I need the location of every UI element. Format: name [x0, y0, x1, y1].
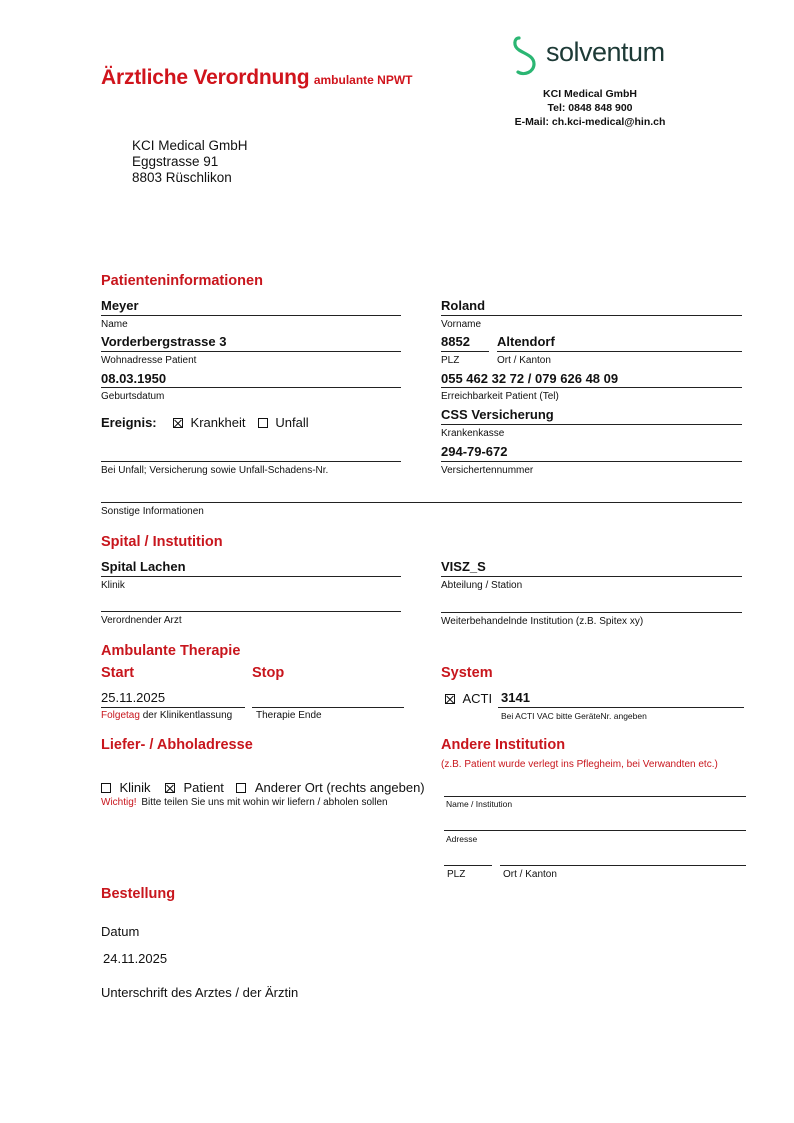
order-date-value[interactable]: 24.11.2025 — [103, 951, 168, 966]
patient-firstname-value[interactable]: Roland — [441, 298, 486, 313]
patient-firstname-label: Vorname — [441, 319, 482, 330]
field-line — [444, 830, 746, 831]
other-institution-plz-label: PLZ — [447, 869, 466, 880]
patient-phone-label: Erreichbarkeit Patient (Tel) — [441, 391, 559, 402]
field-line — [441, 351, 489, 352]
field-line — [101, 351, 401, 352]
section-title-therapy: Ambulante Therapie — [101, 643, 241, 659]
checkbox-unfall[interactable] — [258, 418, 268, 428]
therapy-end-label: Therapie Ende — [256, 710, 322, 721]
field-line — [101, 576, 401, 577]
field-line — [101, 502, 742, 503]
other-institution-name-label: Name / Institution — [446, 799, 513, 809]
other-info-label: Sonstige Informationen — [101, 506, 204, 517]
signature-label: Unterschrift des Arztes / der Ärztin — [101, 985, 299, 1000]
option-patient: Patient — [183, 780, 224, 795]
system-acti-option — [445, 690, 492, 708]
recipient-line: 8803 Rüschlikon — [132, 170, 232, 185]
patient-insured-number-value[interactable]: 294-79-672 — [441, 444, 508, 459]
field-line — [101, 315, 401, 316]
order-date-label: Datum — [101, 924, 140, 939]
field-line — [252, 707, 404, 708]
other-institution-address-label: Adresse — [446, 834, 478, 844]
important-label: Wichtig! — [101, 797, 137, 808]
field-line — [441, 576, 742, 577]
other-institution-ort-label: Ort / Kanton — [503, 869, 557, 880]
accident-insurance-label: Bei Unfall; Versicherung sowie Unfall-Schadens-Nr. — [101, 465, 329, 476]
checkbox-anderer-ort[interactable] — [236, 783, 246, 793]
patient-phone-value[interactable]: 055 462 32 72 / 079 626 48 09 — [441, 371, 619, 386]
patient-plz-value[interactable]: 8852 — [441, 334, 470, 349]
document-title: Ärztliche Verordnung — [101, 66, 310, 89]
patient-address-value[interactable]: Vorderbergstrasse 3 — [101, 334, 227, 349]
section-title-other-institution: Andere Institution — [441, 737, 566, 753]
field-line — [500, 865, 746, 866]
patient-insurer-label: Krankenkasse — [441, 428, 505, 439]
event-label: Ereignis: — [101, 415, 157, 430]
patient-dob-label: Geburtsdatum — [101, 391, 165, 402]
patient-name-label: Name — [101, 319, 128, 330]
patient-address-label: Wohnadresse Patient — [101, 355, 197, 366]
option-unfall: Unfall — [275, 415, 309, 430]
patient-plz-label: PLZ — [441, 355, 460, 366]
section-title-hospital: Spital / Instutition — [101, 534, 223, 550]
patient-ort-label: Ort / Kanton — [497, 355, 551, 366]
clinic-value[interactable]: Spital Lachen — [101, 559, 186, 574]
field-line — [441, 461, 742, 462]
delivery-important-note — [101, 797, 388, 808]
therapy-start-note — [101, 710, 232, 721]
patient-insurer-value[interactable]: CSS Versicherung — [441, 407, 554, 422]
field-line — [101, 387, 401, 388]
department-label: Abteilung / Station — [441, 580, 523, 591]
delivery-options — [101, 779, 425, 797]
important-text: Bitte teilen Sie uns mit wohin wir liefern / abholen sollen — [141, 797, 388, 808]
field-line — [441, 315, 742, 316]
patient-ort-value[interactable]: Altendorf — [497, 334, 555, 349]
field-line — [101, 707, 245, 708]
checkbox-acti[interactable] — [445, 694, 455, 704]
followup-institution-label: Weiterbehandelnde Institution (z.B. Spitex xy) — [441, 616, 644, 627]
company-contact — [490, 87, 690, 129]
patient-insured-number-label: Versichertennummer — [441, 465, 534, 476]
therapy-stop-label: Stop — [252, 665, 285, 681]
recipient-line: KCI Medical GmbH — [132, 138, 248, 153]
company-phone: Tel: 0848 848 900 — [547, 102, 633, 114]
recipient-line: Eggstrasse 91 — [132, 154, 219, 169]
checkbox-klinik[interactable] — [101, 783, 111, 793]
company-email: E-Mail: ch.kci-medical@hin.ch — [514, 116, 666, 128]
document-subtitle: ambulante NPWT — [313, 73, 413, 87]
field-line — [444, 865, 492, 866]
therapy-start-label: Start — [101, 665, 135, 681]
system-number-value[interactable]: 3141 — [501, 690, 530, 705]
recipient-address — [132, 138, 248, 186]
checkbox-krankheit[interactable] — [173, 418, 183, 428]
prescribing-doctor-label: Verordnender Arzt — [101, 615, 182, 626]
solventum-logo-icon — [510, 34, 544, 78]
field-line — [498, 707, 744, 708]
therapy-start-note-red: Folgetag — [101, 710, 140, 721]
field-line — [101, 461, 401, 462]
department-value[interactable]: VISZ_S — [441, 559, 486, 574]
section-title-order: Bestellung — [101, 886, 176, 902]
patient-dob-value[interactable]: 08.03.1950 — [101, 371, 167, 386]
field-line — [444, 796, 746, 797]
patient-name-value[interactable]: Meyer — [101, 298, 139, 313]
system-note: Bei ACTI VAC bitte GeräteNr. angeben — [501, 711, 647, 721]
section-title-delivery: Liefer- / Abholadresse — [101, 737, 253, 753]
option-krankheit: Krankheit — [190, 415, 246, 430]
company-logo — [510, 34, 690, 78]
therapy-start-note-text: der Klinikentlassung — [142, 710, 233, 721]
field-line — [441, 424, 742, 425]
field-line — [441, 612, 742, 613]
logo-wordmark: solventum — [546, 37, 665, 67]
clinic-label: Klinik — [101, 580, 125, 591]
field-line — [441, 387, 742, 388]
therapy-start-value[interactable]: 25.11.2025 — [101, 690, 166, 705]
other-institution-note: (z.B. Patient wurde verlegt ins Pflegheim, bei Verwandten etc.) — [441, 759, 718, 770]
field-line — [497, 351, 742, 352]
event-selector — [101, 414, 309, 432]
company-name: KCI Medical GmbH — [543, 88, 637, 100]
therapy-system-label: System — [441, 665, 493, 681]
option-anderer-ort: Anderer Ort (rechts angeben) — [254, 780, 425, 795]
option-klinik: Klinik — [119, 780, 151, 795]
section-title-patient: Patienteninformationen — [101, 273, 263, 289]
document-header — [101, 66, 412, 90]
field-line — [101, 611, 401, 612]
option-acti: ACTI — [462, 691, 493, 706]
checkbox-patient[interactable] — [165, 783, 175, 793]
